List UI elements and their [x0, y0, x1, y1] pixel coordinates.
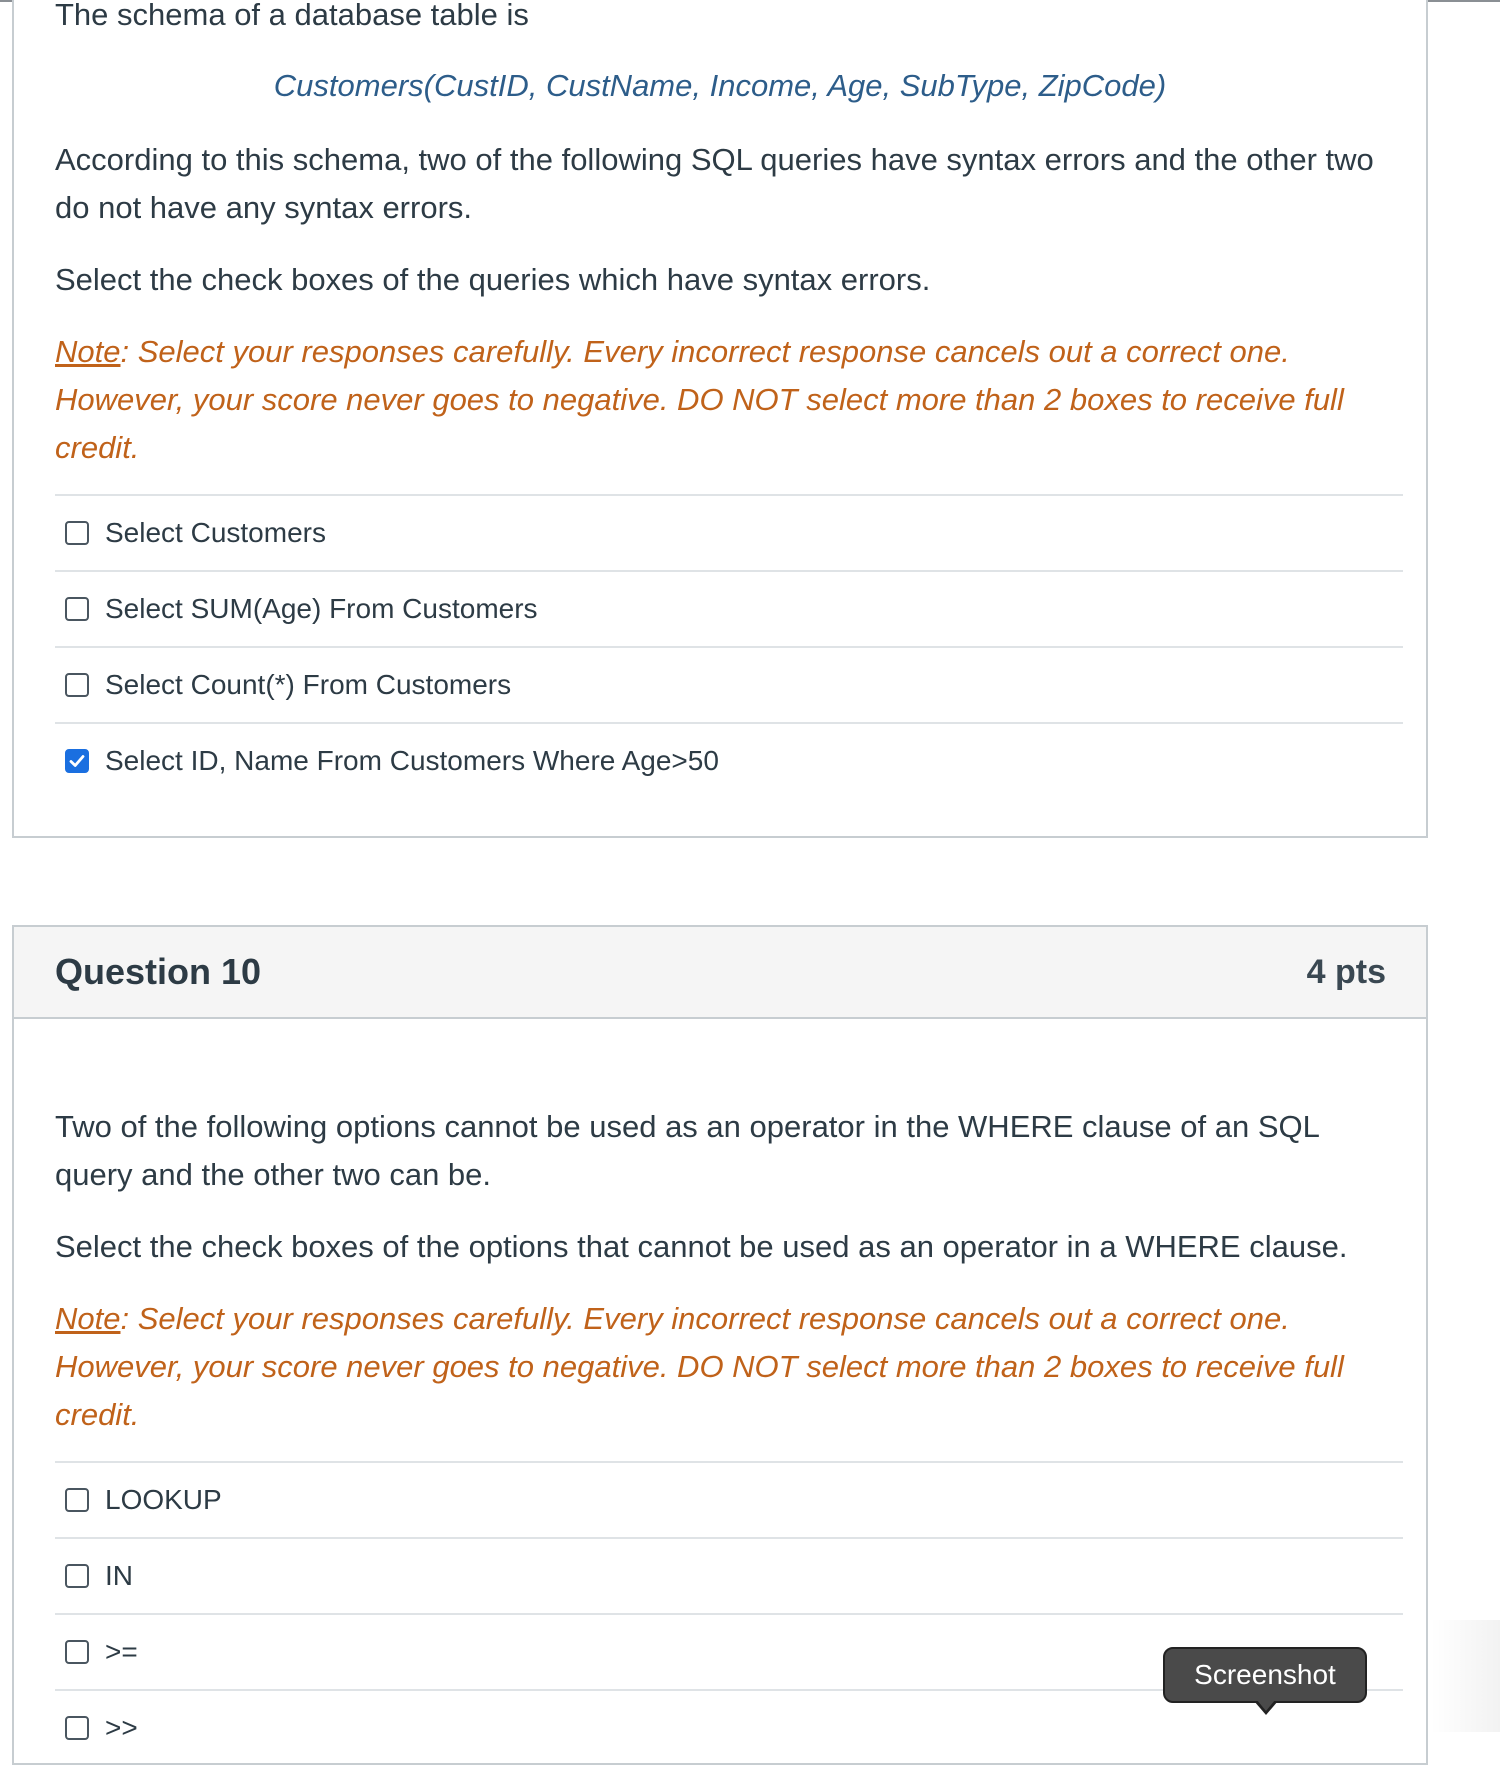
answer-label: Select Count(*) From Customers [105, 669, 512, 700]
question-title: Question 10 [55, 951, 262, 992]
question-9-prompt: According to this schema, two of the following SQL queries have syntax errors and the other two do not have any syntax errors. [55, 142, 1374, 225]
question-10-instruction: Select the check boxes of the options that cannot be used as an operator in a WHERE clause. [55, 1229, 1348, 1264]
checkbox[interactable] [65, 521, 89, 545]
answer-label: >> [105, 1712, 138, 1743]
question-10-note [55, 1295, 1395, 1439]
screenshot-tooltip: Screenshot [1163, 1647, 1367, 1703]
question-10-answers [55, 1461, 1403, 1765]
question-10-prompt: Two of the following options cannot be used as an operator in the WHERE clause of an SQL query and the other two can be. [55, 1109, 1319, 1192]
checkbox[interactable] [65, 1716, 89, 1740]
answer-option[interactable] [55, 1461, 1403, 1537]
note-label: Note [55, 334, 121, 369]
note-label: Note [55, 1301, 121, 1336]
answer-label: Select ID, Name From Customers Where Age>50 [105, 745, 719, 776]
question-points: 4 pts [1306, 953, 1386, 991]
answer-label: LOOKUP [105, 1484, 222, 1515]
checkbox[interactable] [65, 673, 89, 697]
question-9-card [12, 0, 1428, 838]
answer-option[interactable] [55, 494, 1403, 570]
checkbox[interactable] [65, 1640, 89, 1664]
answer-option[interactable] [55, 1537, 1403, 1613]
question-10-card [12, 925, 1428, 1765]
checkbox[interactable] [65, 597, 89, 621]
schema-definition: Customers(CustID, CustName, Income, Age, SubType, ZipCode) [273, 68, 1167, 103]
answer-option[interactable] [55, 570, 1403, 646]
checkbox[interactable] [65, 1564, 89, 1588]
question-9-instruction: Select the check boxes of the queries which have syntax errors. [55, 262, 931, 297]
tooltip-arrow-fill [1257, 1700, 1275, 1711]
checkbox[interactable] [65, 1488, 89, 1512]
note-text: : Select your responses carefully. Every incorrect response cancels out a correct one. However, your score never goes to negative. DO NOT select more than 2 boxes to receive full credit. [55, 334, 1344, 465]
answer-label: Select SUM(Age) From Customers [105, 593, 538, 624]
answer-label: IN [105, 1560, 133, 1591]
answer-option[interactable] [55, 646, 1403, 722]
question-header [14, 927, 1426, 1019]
checkbox[interactable] [65, 749, 89, 773]
question-9-answers [55, 494, 1403, 798]
note-text: : Select your responses carefully. Every incorrect response cancels out a correct one. However, your score never goes to negative. DO NOT select more than 2 boxes to receive full credit. [55, 1301, 1344, 1432]
question-9-note [55, 328, 1395, 472]
question-9-intro: The schema of a database table is [55, 0, 529, 32]
edge-shadow [1430, 1620, 1500, 1732]
answer-option[interactable] [55, 722, 1403, 798]
answer-label: >= [105, 1636, 138, 1667]
answer-label: Select Customers [105, 517, 326, 548]
